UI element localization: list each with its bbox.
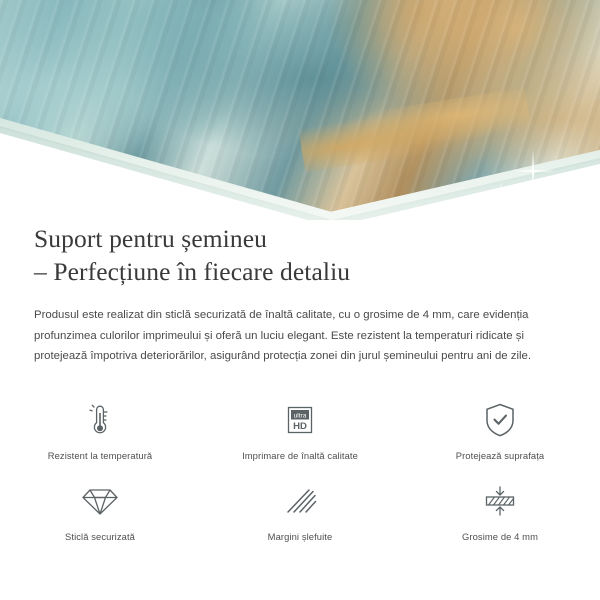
feature-label: Sticlă securizată xyxy=(65,531,135,542)
description-paragraph: Produsul este realizat din sticlă securizată de înaltă calitate, cu o grosime de 4 mm, care evidenția profunzimea culorilor imprimeului și oferă un luciu elegant. Este rezistent la temperaturi ridicate și protejează împotriva deteriorărilor, asigurând protecția zonei din jurul șemineului pentru ani de zile. xyxy=(34,309,532,362)
ultra-hd-icon xyxy=(282,398,318,442)
thickness-icon xyxy=(481,479,519,523)
feature-label: Rezistent la temperatură xyxy=(47,450,153,461)
feature-label: Imprimare de înaltă calitate xyxy=(242,450,358,461)
feature-item-print-quality xyxy=(200,398,400,461)
feature-item-tempered-glass xyxy=(0,479,200,542)
polished-edges-icon xyxy=(282,479,318,523)
feature-grid xyxy=(0,398,600,542)
description-block xyxy=(0,222,600,367)
headline-line-2: – Perfecțiune în fiecare detaliu xyxy=(34,257,351,286)
feature-item-temperature xyxy=(0,398,200,461)
feature-item-surface-protection xyxy=(400,398,600,461)
feature-item-thickness xyxy=(400,479,600,542)
feature-label: Margini șlefuite xyxy=(267,531,333,542)
feature-label: Grosime de 4 mm xyxy=(462,531,538,542)
svg-text:HD: HD xyxy=(293,421,307,432)
shield-check-icon xyxy=(483,398,517,442)
diamond-icon xyxy=(81,479,119,523)
feature-item-polished-edges xyxy=(200,479,400,542)
headline-line-1: Suport pentru șemineu xyxy=(34,224,267,253)
svg-text:ultra: ultra xyxy=(293,412,307,420)
page-title xyxy=(0,222,600,288)
hero-product-image xyxy=(0,0,600,225)
feature-label: Protejează suprafața xyxy=(455,450,545,461)
thermometer-icon xyxy=(85,398,115,442)
sparkle-icon xyxy=(548,176,574,202)
